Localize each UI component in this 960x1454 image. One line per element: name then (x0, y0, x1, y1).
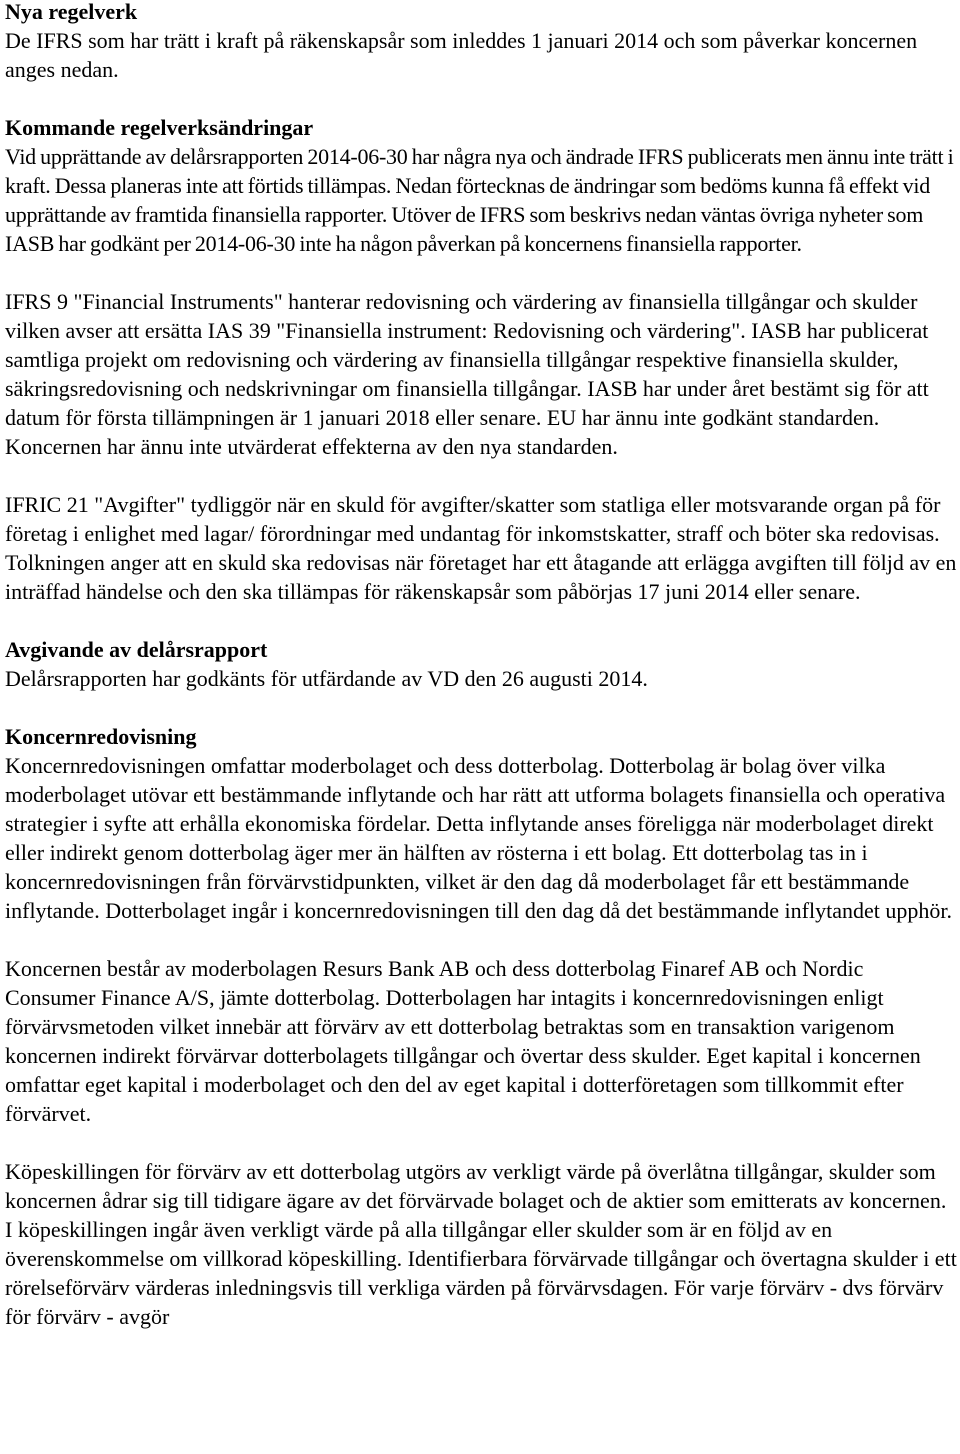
section-kommande-regelverksandringar (5, 113, 959, 606)
paragraph-avgivande: Delårsrapporten har godkänts för utfärdande av VD den 26 augusti 2014. (5, 666, 648, 691)
paragraph-koncern-kopeskilling: Köpeskillingen för förvärv av ett dotterbolag utgörs av verkligt värde på överlåtna tillgångar, skulder som koncernen ådrar sig till tidigare ägare av det förvärvade bolaget och de aktier som emitterats av koncernen. I köpeskillingen ingår även verkligt värde på alla tillgångar eller skulder som är en följd av en överenskommelse om villkorad köpeskilling. Identifierbara förvärvade tillgångar och övertagna skulder i ett rörelseförvärv värderas inledningsvis till verkliga värden på förvärvsdagen. För varje förvärv - dvs förvärv för förvärv - avgör (5, 1159, 957, 1329)
paragraph-ifrs-9: IFRS 9 "Financial Instruments" hanterar redovisning och värdering av finansiella tillgångar och skulder vilken avser att ersätta IAS 39 "Finansiella instrument: Redovisning och värdering". IASB har publicerat samtliga projekt om redovisning och värdering av finansiella tillgångar respektive finansiella skulder, säkringsredovisning och nedskrivningar om finansiella tillgångar. IASB har under året bestämt sig för att datum för första tillämpningen är 1 januari 2018 eller senare. EU har ännu inte godkänt standarden. Koncernen har ännu inte utvärderat effekterna av den nya standarden. (5, 289, 929, 459)
document-page (5, 0, 959, 1360)
paragraph-koncern-struktur: Koncernen består av moderbolagen Resurs Bank AB och dess dotterbolag Finaref AB och Nordic Consumer Finance A/S, jämte dotterbolag. Dotterbolagen har intagits i koncernredovisningen enligt förvärvsmetoden vilket innebär att förvärv av ett dotterbolag betraktas som en transaktion varigenom koncernen indirekt förvärvar dotterbolagets tillgångar och övertar dess skulder. Eget kapital i koncernen omfattar eget kapital i moderbolaget och den del av eget kapital i dotterföretagen som tillkommit efter förvärvet. (5, 956, 921, 1126)
heading-avgivande: Avgivande av delårsrapport (5, 637, 268, 662)
paragraph-kommande-intro: Vid upprättande av delårsrapporten 2014-06-30 har några nya och ändrade IFRS publicerats men ännu inte trätt i kraft. Dessa planeras inte att förtids tillämpas. Nedan förtecknas de ändringar som bedöms kunna få effekt vid upprättande av framtida finansiella rapporter. Utöver de IFRS som beskrivs nedan väntas övriga nyheter som IASB har godkänt per 2014-06-30 inte ha någon påverkan på koncernens finansiella rapporter. (5, 144, 954, 256)
paragraph-nya-regelverk: De IFRS som har trätt i kraft på räkenskapsår som inleddes 1 januari 2014 och som påverkar koncernen anges nedan. (5, 28, 918, 82)
section-nya-regelverk (5, 0, 959, 84)
heading-kommande-regelverksandringar: Kommande regelverksändringar (5, 115, 314, 140)
section-avgivande (5, 635, 959, 693)
paragraph-ifric-21: IFRIC 21 "Avgifter" tydliggör när en skuld för avgifter/skatter som statliga eller motsvarande organ på för företag i enlighet med lagar/ förordningar med undantag för inkomstskatter, straff och böter ska redovisas. Tolkningen anger att en skuld ska redovisas när företaget har ett åtagande att erlägga avgiften till följd av en inträffad händelse och den ska tillämpas för räkenskapsår som påbörjas 17 juni 2014 eller senare. (5, 492, 957, 604)
heading-koncernredovisning: Koncernredovisning (5, 724, 197, 749)
paragraph-koncern-dotterbolag: Koncernredovisningen omfattar moderbolaget och dess dotterbolag. Dotterbolag är bolag över vilka moderbolaget utövar ett bestämmande inflytande och har rätt att utforma bolagets finansiella och operativa strategier i syfte att erhålla ekonomiska fördelar. Detta inflytande anses föreligga när moderbolaget direkt eller indirekt genom dotterbolag äger mer än hälften av rösterna i ett bolag. Ett dotterbolag tas in i koncernredovisningen från förvärvstidpunkten, vilket är den dag då moderbolaget får ett bestämmande inflytande. Dotterbolaget ingår i koncernredovisningen till den dag då det bestämmande inflytandet upphör. (5, 753, 952, 923)
heading-nya-regelverk: Nya regelverk (5, 0, 138, 24)
section-koncernredovisning (5, 722, 959, 1331)
